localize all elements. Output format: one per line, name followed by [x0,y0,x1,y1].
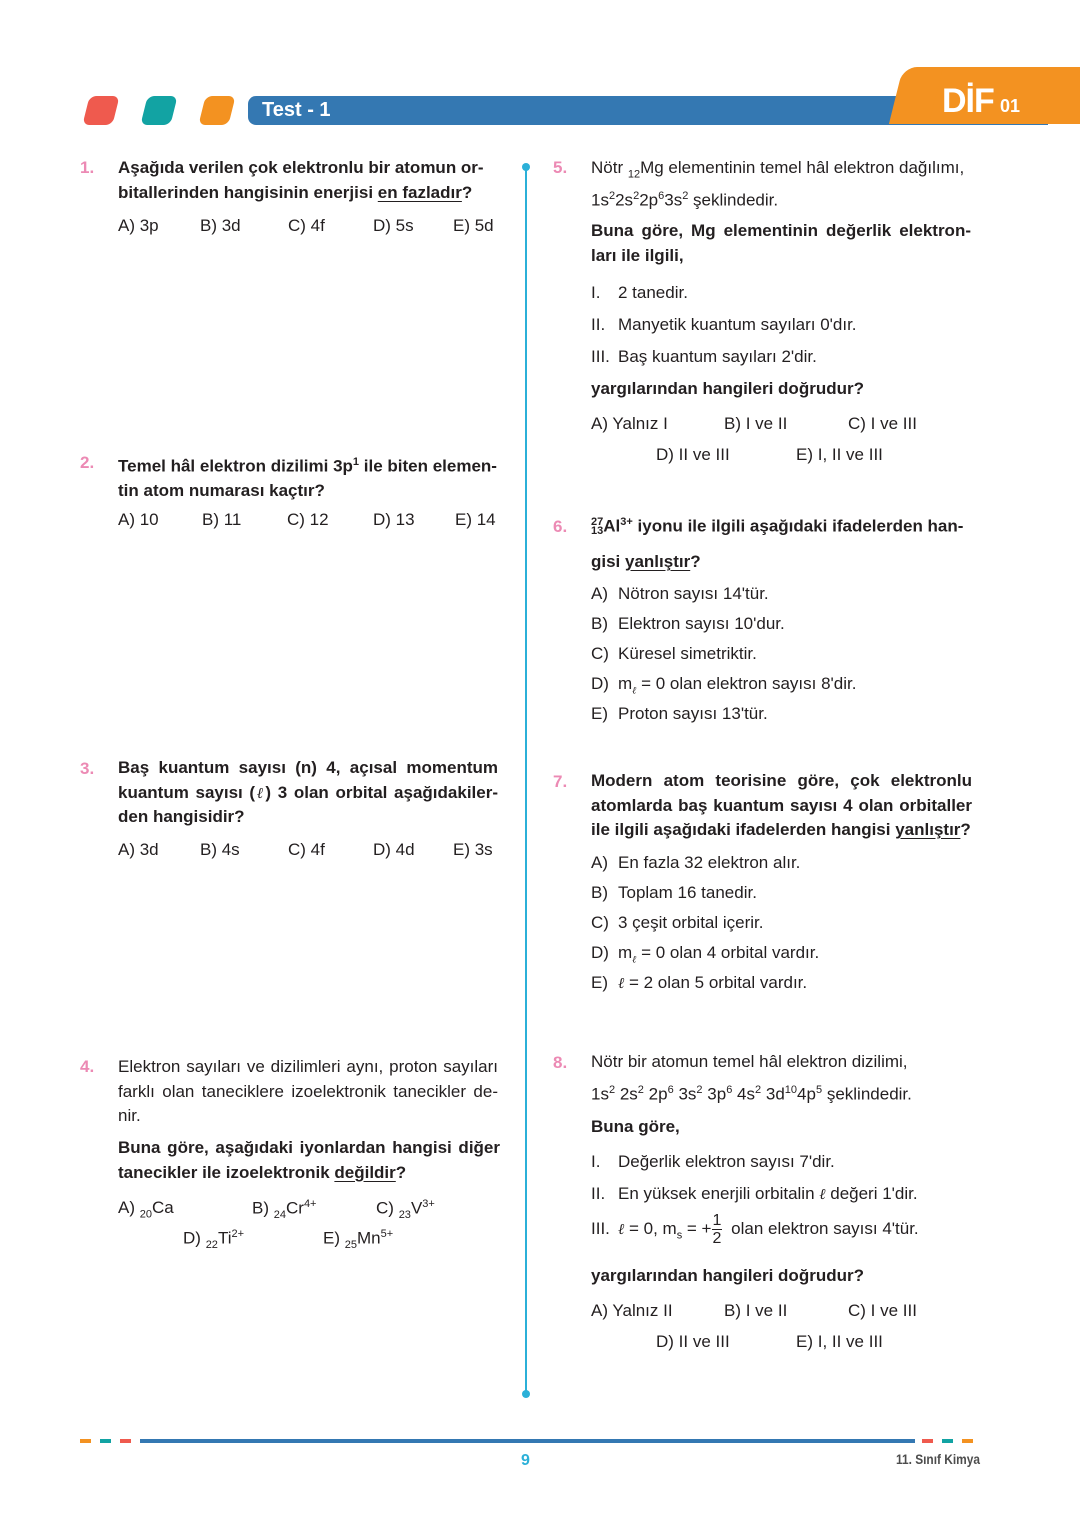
footer-dash-teal [100,1439,111,1443]
dif-badge-label: DİF [942,82,994,120]
option-b[interactable]: B) 4s [200,840,240,859]
emphasis: yanlıştır [895,820,961,839]
ell-symbol: ℓ [255,783,266,802]
electron-configuration: $1s^2$ $2s^2$ $2p^6$ $3s^2$ $3p^6$ $4s^2$ $3d^{10}4p^5$ şeklindedir. [591,1084,912,1104]
option-e[interactable]: E) 3s [453,840,493,859]
option-c[interactable]: C) $_{23}V^{3+}$ [376,1198,435,1222]
ell-symbol: ℓ [618,1219,625,1238]
option-d[interactable]: D) 13 [373,510,415,529]
footer-dash-red [120,1439,131,1443]
option-b[interactable]: B) I ve II [724,1301,788,1320]
statement-2: II. En yüksek enerjili orbitalin ℓ değeri 1'dir. [591,1184,918,1203]
page-title: Test - 1 [262,99,331,121]
statement-3: III. Baş kuantum sayıları 2'dir. [591,347,817,366]
emphasis: yanlıştır [625,552,691,571]
option-d[interactable]: D) $_{22}Ti^{2+}$ [183,1228,245,1252]
option-e[interactable]: E) 14 [455,510,496,529]
option-b[interactable]: B) 3d [200,216,241,235]
option-d[interactable]: D) 5s [373,216,414,235]
question-number: 5. [553,158,568,177]
question-stem-line1: Nötr bir atomun temel hâl elektron dizilimi, [591,1052,908,1071]
ell-symbol: ℓ [819,1185,826,1203]
option-c[interactable]: C) Küresel simetriktir. [591,644,757,663]
question-text: Temel hâl elektron dizilimi $3p^1$ ile biten elemen- tin atom numarası kaçtır? [118,456,497,501]
question-number: 8. [553,1053,568,1072]
divider-dot-bottom [522,1390,530,1398]
option-a[interactable]: A) $_{20}$Ca [118,1198,174,1221]
option-b[interactable]: B) Elektron sayısı 10'dur. [591,614,785,633]
question-number: 4. [80,1057,95,1076]
question-text: Buna göre, [591,1117,680,1136]
column-divider [525,166,527,1394]
question-number: 1. [80,158,95,177]
option-a[interactable]: A) Nötron sayısı 14'tür. [591,584,769,603]
dif-badge-number: 01 [1000,96,1021,116]
question-text: Buna göre, aşağıdaki iyonlardan hangisi diğer tanecikler ile izoelektronik değildir? [118,1138,500,1182]
electron-configuration: $1s^22s^22p^63s^2$ şeklindedir. [591,190,779,210]
option-c[interactable]: C) 3 çeşit orbital içerir. [591,913,764,932]
question-ask: yargılarından hangileri doğrudur? [591,379,864,398]
option-b[interactable]: B) $_{24}Cr^{4+}$ [252,1198,317,1222]
question-number: 2. [80,453,95,472]
question-text: Modern atom teorisine göre, çok elektronlu atomlarda baş kuantum sayısı 4 olan orbitaller ile ilgili aşağıdaki ifadelerden hangisi yanlıştır? [591,771,972,839]
statement-3: III. ℓ = 0, $m_s$ = + $\frac{1}{2}$ olan elektron sayısı 4'tür. [591,1212,919,1247]
option-e[interactable]: E) $_{25}Mn^{5+}$ [323,1228,394,1252]
option-b[interactable]: B) I ve II [724,414,788,433]
emphasis: değildir [334,1162,396,1182]
dif-badge [914,67,1080,124]
option-a[interactable]: A) 3d [118,840,159,859]
question-number: 6. [553,517,568,536]
page-number: 9 [521,1452,530,1469]
option-c[interactable]: C) 12 [287,510,329,529]
option-d[interactable]: D) II ve III [656,445,730,464]
option-a[interactable]: A) 10 [118,510,159,529]
option-a[interactable]: A) En fazla 32 elektron alır. [591,853,801,872]
option-c[interactable]: C) 4f [288,840,325,859]
question-number: 3. [80,759,95,778]
option-d[interactable]: D) $m_\ell = 0$ olan elektron sayısı 8'dir. [591,674,857,697]
question-text: Buna göre, Mg elementinin değerlik elektron- ları ile ilgili, [591,221,971,265]
footer-dash-orange [80,1439,91,1443]
question-text: Baş kuantum sayısı (n) 4, açısal momentum kuantum sayısı (ℓ) 3 olan orbital aşağıdakiler- den hangisidir? [118,758,498,826]
question-number: 7. [553,772,568,791]
option-e[interactable]: E) I, II ve III [796,1332,883,1351]
question-ask: yargılarından hangileri doğrudur? [591,1266,864,1285]
decor-chip-orange [198,96,235,125]
ell-symbol: ℓ [618,974,625,992]
footer-dash-teal-right [942,1439,953,1443]
question-text-line2: gisi yanlıştır? [591,552,701,571]
fraction-one-half: $\frac{1}{2}$ [712,1212,722,1247]
option-b[interactable]: B) 11 [202,510,242,529]
question-stem-line1: Nötr $_{12}$Mg elementinin temel hâl elektron dağılımı, [591,158,965,181]
option-b[interactable]: B) Toplam 16 tanedir. [591,883,757,902]
statement-2: II. Manyetik kuantum sayıları 0'dır. [591,315,857,334]
statement-1: I. Değerlik elektron sayısı 7'dir. [591,1152,835,1171]
option-d[interactable]: D) II ve III [656,1332,730,1351]
emphasis: en fazladır [377,182,462,202]
nuclide-numbers: 27 13 [591,516,604,538]
footer-dash-red-right [922,1439,933,1443]
question-stem: Elektron sayıları ve dizilimleri aynı, proton sayıları farklı olan taneciklere izoelektronik tanecikler de- nir. [118,1057,498,1125]
option-d[interactable]: D) 4d [373,840,415,859]
option-e[interactable]: E) I, II ve III [796,445,883,464]
decor-chip-teal [140,96,177,125]
option-a[interactable]: A) 3p [118,216,159,235]
footer-dash-orange-right [962,1439,973,1443]
option-c[interactable]: C) I ve III [848,1301,917,1320]
option-c[interactable]: C) I ve III [848,414,917,433]
option-e[interactable]: E) ℓ = 2 olan 5 orbital vardır. [591,973,808,992]
option-e[interactable]: E) Proton sayısı 13'tür. [591,704,768,723]
footer-bar [140,1439,915,1443]
book-title: 11. Sınıf Kimya [896,1451,981,1467]
option-e[interactable]: E) 5d [453,216,494,235]
option-c[interactable]: C) 4f [288,216,325,235]
question-text-line1: 27 13 $Al^{3+}$ iyonu ile ilgili aşağıdaki ifadelerden han- [591,516,964,538]
question-text: Aşağıda verilen çok elektronlu bir atomun or- bitallerinden hangisinin enerjisi en fazladır? [118,158,484,202]
option-a[interactable]: A) Yalnız I [591,414,668,433]
decor-chip-red [82,96,119,125]
divider-dot-top [522,163,530,171]
option-a[interactable]: A) Yalnız II [591,1301,673,1320]
option-d[interactable]: D) $m_\ell = 0$ olan 4 orbital vardır. [591,943,820,966]
statement-1: I. 2 tanedir. [591,283,688,302]
